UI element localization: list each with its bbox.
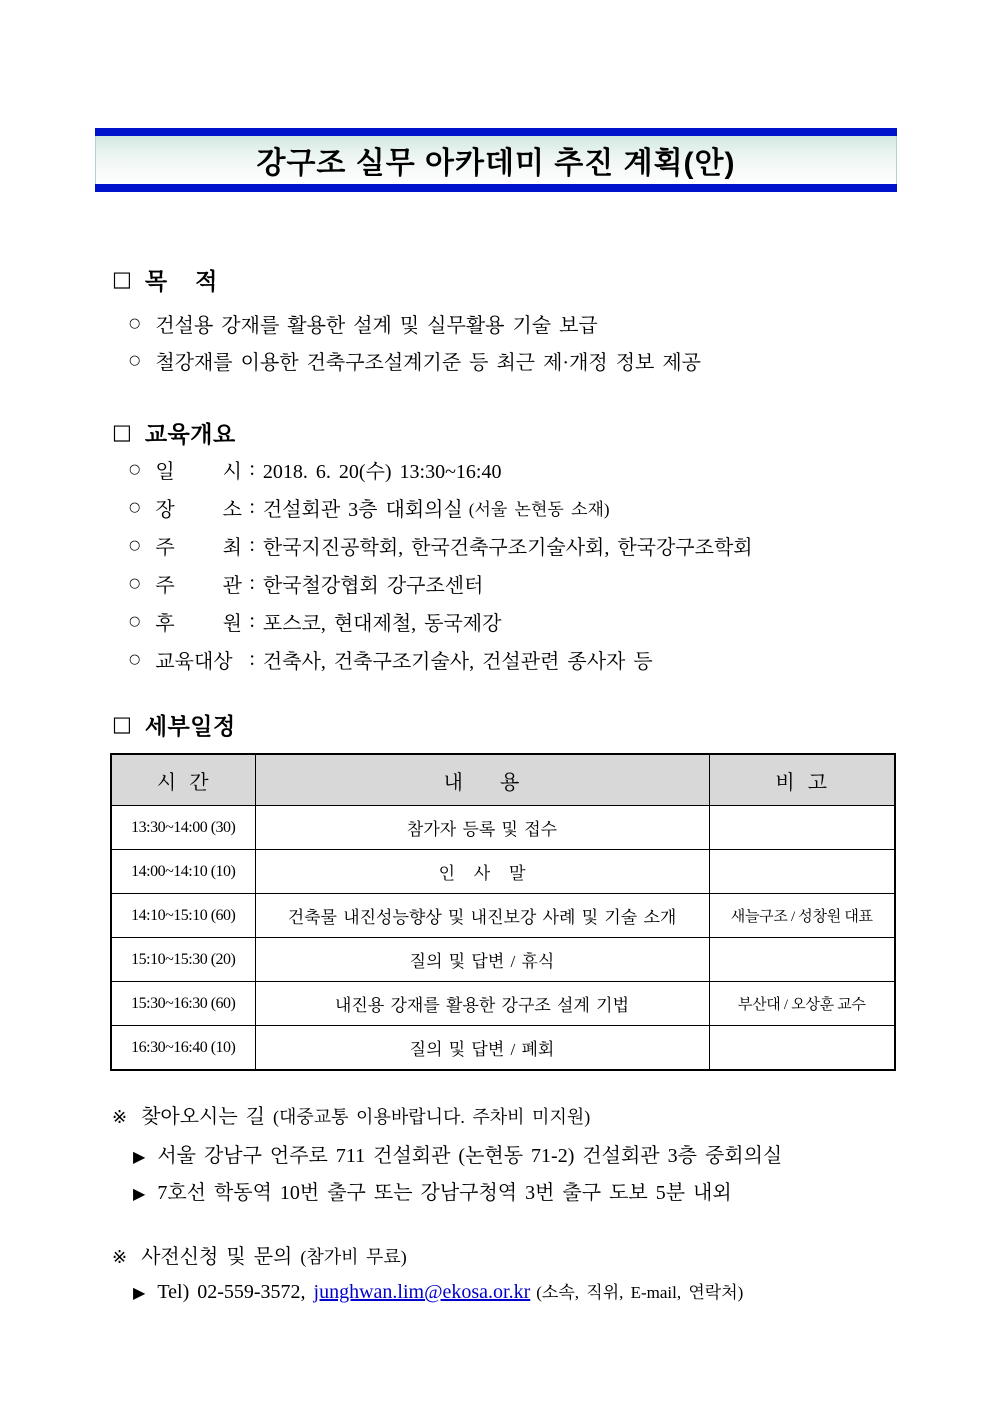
direction-item-text: 서울 강남구 언주로 711 건설회관 (논현동 71-2) 건설회관 3층 중회의실 (157, 1145, 783, 1167)
overview-item (129, 564, 759, 602)
banner-bottom-bar (95, 184, 897, 192)
overview-separator: : (241, 609, 263, 632)
overview-item-label: 교육대상 (155, 650, 233, 673)
cell-note (709, 806, 895, 850)
schedule-heading (112, 708, 236, 741)
overview-list (129, 450, 759, 678)
overview-separator: : (241, 495, 263, 518)
cell-content: 인 사 말 (255, 850, 709, 894)
overview-item-label: 장 소 (155, 498, 242, 521)
email-link[interactable]: junghwan.lim@ekosa.or.kr (313, 1281, 531, 1303)
table-row (111, 938, 895, 982)
reference-mark-icon: ※ (112, 1107, 128, 1128)
cell-content: 질의 및 답변 / 폐회 (255, 1026, 709, 1071)
contact-paren: (참가비 무료) (300, 1247, 407, 1267)
header-cell-content: 내 용 (255, 754, 709, 806)
overview-heading-label: 교육개요 (144, 421, 236, 447)
overview-item-label: 후 원 (155, 612, 242, 635)
overview-item (129, 450, 759, 488)
direction-item (133, 1139, 782, 1168)
banner-body (95, 136, 897, 184)
cell-content: 질의 및 답변 / 휴식 (255, 938, 709, 982)
overview-heading (112, 416, 236, 449)
circle-bullet-icon: ○ (129, 353, 141, 368)
cell-time: 14:10~15:10 (60) (111, 894, 255, 938)
reference-mark-icon: ※ (112, 1247, 128, 1268)
cell-note (709, 938, 895, 982)
overview-item (129, 602, 759, 640)
cell-note: 새늘구조 / 성창원 대표 (709, 894, 895, 938)
header-cell-time: 시 간 (111, 754, 255, 806)
purpose-item-text: 건설용 강재를 활용한 설계 및 실무활용 기술 보급 (155, 315, 598, 337)
cell-content: 건축물 내진성능향상 및 내진보강 사례 및 기술 소개 (255, 894, 709, 938)
overview-item-label: 주 관 (155, 574, 242, 597)
cell-note: 부산대 / 오상훈 교수 (709, 982, 895, 1026)
schedule-heading-label: 세부일정 (144, 713, 236, 739)
overview-item-paren: (서울 논현동 소재) (468, 499, 610, 519)
overview-item-value: 한국지진공학회, 한국건축구조기술사회, 한국강구조학회 (262, 536, 753, 559)
arrow-icon: ▶ (133, 1147, 146, 1166)
overview-item (129, 526, 759, 564)
overview-item-label: 일 시 (155, 460, 242, 483)
overview-item (129, 640, 759, 678)
directions-title-line (112, 1100, 590, 1129)
circle-bullet-icon: ○ (129, 613, 141, 629)
cell-note (709, 850, 895, 894)
circle-bullet-icon: ○ (129, 537, 141, 553)
overview-item-label: 주 최 (155, 536, 242, 559)
purpose-heading-label: 목 적 (144, 268, 218, 294)
arrow-icon: ▶ (133, 1184, 146, 1203)
schedule-table (110, 753, 896, 1071)
overview-separator: : (241, 457, 263, 480)
purpose-list (129, 305, 701, 379)
contact-line (133, 1278, 743, 1304)
cell-time: 16:30~16:40 (10) (111, 1026, 255, 1071)
overview-item-value: 건축사, 건축구조기술사, 건설관련 종사자 등 (262, 650, 653, 673)
direction-item (133, 1176, 732, 1205)
contact-title-line (112, 1240, 407, 1269)
table-row (111, 1026, 895, 1071)
overview-item-value: 건설회관 3층 대회의실 (262, 498, 463, 521)
cell-time: 13:30~14:00 (30) (111, 806, 255, 850)
directions-paren: (대중교통 이용바랍니다. 주차비 미지원) (273, 1107, 591, 1127)
overview-item (129, 488, 759, 526)
arrow-icon: ▶ (133, 1283, 146, 1302)
purpose-item (129, 305, 701, 342)
direction-item-text: 7호선 학동역 10번 출구 또는 강남구청역 3번 출구 도보 5분 내외 (157, 1182, 732, 1204)
overview-separator: : (241, 533, 263, 556)
circle-bullet-icon: ○ (129, 461, 141, 477)
cell-time: 15:30~16:30 (60) (111, 982, 255, 1026)
square-bullet-icon: □ (112, 420, 132, 444)
contact-note-paren: (소속, 직위, E-mail, 연락처) (536, 1283, 744, 1302)
overview-separator: : (241, 571, 263, 594)
overview-item-value: 한국철강협회 강구조센터 (262, 574, 484, 597)
cell-note (709, 1026, 895, 1071)
overview-item-value: 2018. 6. 20(수) 13:30~16:40 (262, 460, 502, 483)
circle-bullet-icon: ○ (129, 499, 141, 515)
table-row (111, 850, 895, 894)
directions-title: 찾아오시는 길 (141, 1106, 266, 1128)
page-title: 강구조 실무 아카데미 추진 계획(안) (256, 147, 736, 180)
table-row (111, 982, 895, 1026)
cell-time: 15:10~15:30 (20) (111, 938, 255, 982)
table-row (111, 806, 895, 850)
circle-bullet-icon: ○ (129, 316, 141, 331)
cell-time: 14:00~14:10 (10) (111, 850, 255, 894)
cell-content: 참가자 등록 및 접수 (255, 806, 709, 850)
header-cell-note: 비 고 (709, 754, 895, 806)
title-banner (95, 128, 897, 192)
purpose-heading (112, 263, 218, 296)
table-row (111, 894, 895, 938)
circle-bullet-icon: ○ (129, 575, 141, 591)
contact-tel: Tel) 02-559-3572, (157, 1281, 314, 1303)
banner-top-bar (95, 128, 897, 136)
purpose-item (129, 342, 701, 379)
overview-separator: : (241, 647, 263, 670)
cell-content: 내진용 강재를 활용한 강구조 설계 기법 (255, 982, 709, 1026)
square-bullet-icon: □ (112, 267, 132, 291)
purpose-item-text: 철강재를 이용한 건축구조설계기준 등 최근 제·개정 정보 제공 (155, 352, 702, 374)
circle-bullet-icon: ○ (129, 651, 141, 667)
contact-title: 사전신청 및 문의 (141, 1246, 293, 1268)
overview-item-value: 포스코, 현대제철, 동국제강 (262, 612, 502, 635)
table-header-row (111, 754, 895, 806)
square-bullet-icon: □ (112, 712, 132, 736)
